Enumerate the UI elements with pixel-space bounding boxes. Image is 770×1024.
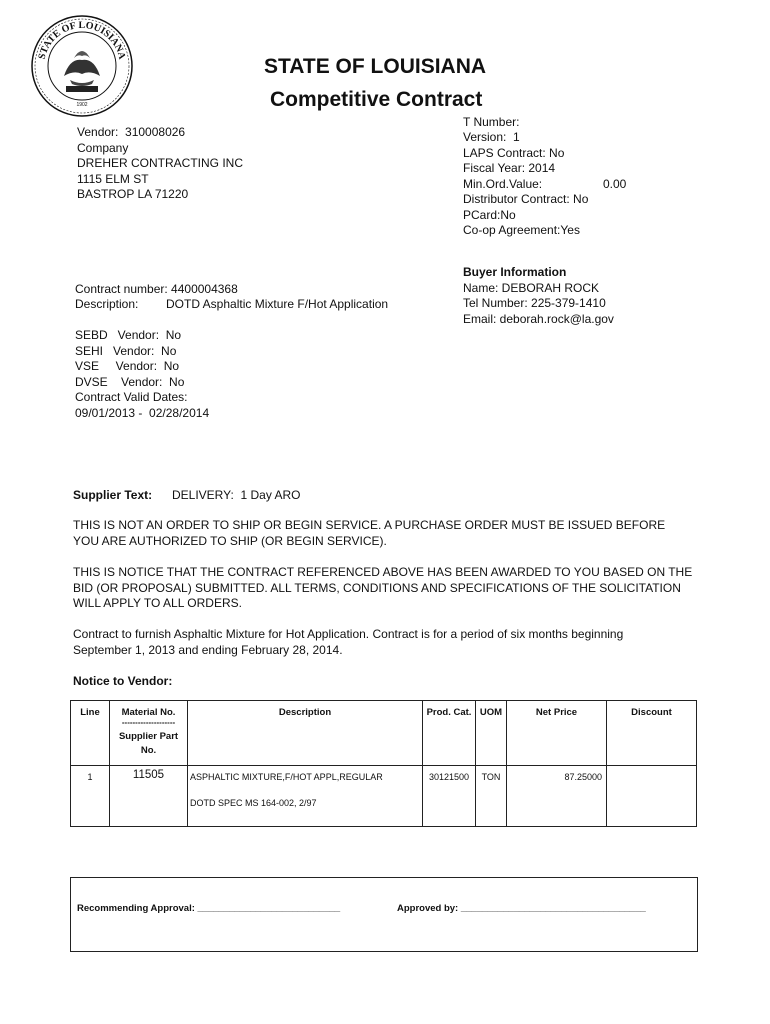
distributor-contract: Distributor Contract: No bbox=[463, 192, 589, 206]
header-prod-cat: Prod. Cat. bbox=[426, 707, 472, 718]
fiscal-year: Fiscal Year: 2014 bbox=[463, 161, 556, 175]
row-material: 11505 bbox=[132, 769, 165, 781]
recommending-approval: Recommending Approval: ___________________________ bbox=[77, 903, 341, 914]
pcard: PCard:No bbox=[463, 208, 516, 222]
approval-box bbox=[70, 877, 698, 952]
buyer-heading: Buyer Information bbox=[463, 265, 567, 279]
notice-paragraph-1: THIS IS NOT AN ORDER TO SHIP OR BEGIN SERVICE. A PURCHASE ORDER MUST BE ISSUED BEFORE YOU ARE AUTHORIZED TO SHIP (OR BEGIN SERVICE). bbox=[73, 518, 666, 548]
valid-dates-range: 09/01/2013 - 02/28/2014 bbox=[75, 406, 210, 420]
t-number: T Number: bbox=[463, 115, 520, 129]
vendor-address: 1115 ELM ST bbox=[77, 172, 149, 186]
contract-number: Contract number: 4400004368 bbox=[75, 282, 238, 296]
description-value: DOTD Asphaltic Mixture F/Hot Application bbox=[166, 297, 389, 311]
row-description-line2: DOTD SPEC MS 164-002, 2/97 bbox=[190, 798, 317, 808]
min-order-label: Min.Ord.Value: bbox=[463, 177, 543, 191]
items-table bbox=[70, 700, 697, 827]
row-line: 1 bbox=[87, 772, 93, 782]
page-subtitle: Competitive Contract bbox=[270, 88, 483, 111]
table-header-row bbox=[71, 701, 697, 766]
version: Version: 1 bbox=[463, 130, 520, 144]
description-label: Description: bbox=[75, 297, 139, 311]
header-net-price: Net Price bbox=[535, 707, 578, 718]
row-prod-cat: 30121500 bbox=[428, 772, 470, 782]
vendor-company-label: Company bbox=[77, 141, 129, 155]
vendor-name: DREHER CONTRACTING INC bbox=[77, 156, 244, 170]
header-discount: Discount bbox=[631, 707, 672, 718]
state-seal bbox=[30, 14, 134, 118]
header-material-divider: -------------------- bbox=[121, 718, 176, 727]
buyer-email: Email: deborah.rock@la.gov bbox=[463, 312, 614, 326]
notice-to-vendor: Notice to Vendor: bbox=[73, 674, 173, 688]
row-net-price: 87.25000 bbox=[564, 772, 602, 782]
contract-paragraph: Contract to furnish Asphaltic Mixture for Hot Application. Contract is for a period of six months beginning September 1, 2013 and ending February 28, 2014. bbox=[73, 627, 624, 657]
svg-text:1902: 1902 bbox=[76, 102, 88, 108]
min-order-value: 0.00 bbox=[603, 177, 627, 191]
vse-vendor: VSE Vendor: No bbox=[75, 359, 180, 373]
dvse-vendor: DVSE Vendor: No bbox=[75, 375, 185, 389]
svg-text:STATE OF LOUISIANA: STATE OF LOUISIANA bbox=[36, 19, 128, 61]
buyer-tel: Tel Number: 225-379-1410 bbox=[463, 296, 606, 310]
header-line: Line bbox=[80, 707, 100, 718]
table-row bbox=[71, 766, 697, 827]
sehi-vendor: SEHI Vendor: No bbox=[75, 344, 177, 358]
row-description-line1: ASPHALTIC MIXTURE,F/HOT APPL,REGULAR bbox=[190, 772, 383, 782]
vendor-city: BASTROP LA 71220 bbox=[77, 187, 189, 201]
sebd-vendor: SEBD Vendor: No bbox=[75, 328, 182, 342]
vendor-number: Vendor: 310008026 bbox=[77, 125, 186, 139]
supplier-text-value: DELIVERY: 1 Day ARO bbox=[172, 488, 301, 502]
header-supplier-part: Supplier Part No. bbox=[118, 731, 179, 756]
header-material: Material No. bbox=[121, 707, 176, 718]
supplier-text-label: Supplier Text: bbox=[73, 488, 153, 502]
page-title: STATE OF LOUISIANA bbox=[264, 55, 487, 78]
laps-contract: LAPS Contract: No bbox=[463, 146, 565, 160]
header-uom: UOM bbox=[479, 707, 503, 718]
row-discount bbox=[607, 766, 696, 778]
approved-by: Approved by: ___________________________________ bbox=[397, 903, 646, 914]
coop-agreement: Co-op Agreement:Yes bbox=[463, 223, 580, 237]
notice-paragraph-2: THIS IS NOTICE THAT THE CONTRACT REFERENCED ABOVE HAS BEEN AWARDED TO YOU BASED ON THE BID (OR PROPOSAL) SUBMITTED. ALL TERMS, CONDITIONS AND SPECIFICATIONS OF THE SOLICITATION WILL APPLY TO ALL ORDERS. bbox=[73, 565, 693, 610]
valid-dates-label: Contract Valid Dates: bbox=[75, 390, 188, 404]
row-uom: TON bbox=[481, 772, 501, 782]
buyer-name: Name: DEBORAH ROCK bbox=[463, 281, 600, 295]
header-description: Description bbox=[278, 707, 332, 718]
